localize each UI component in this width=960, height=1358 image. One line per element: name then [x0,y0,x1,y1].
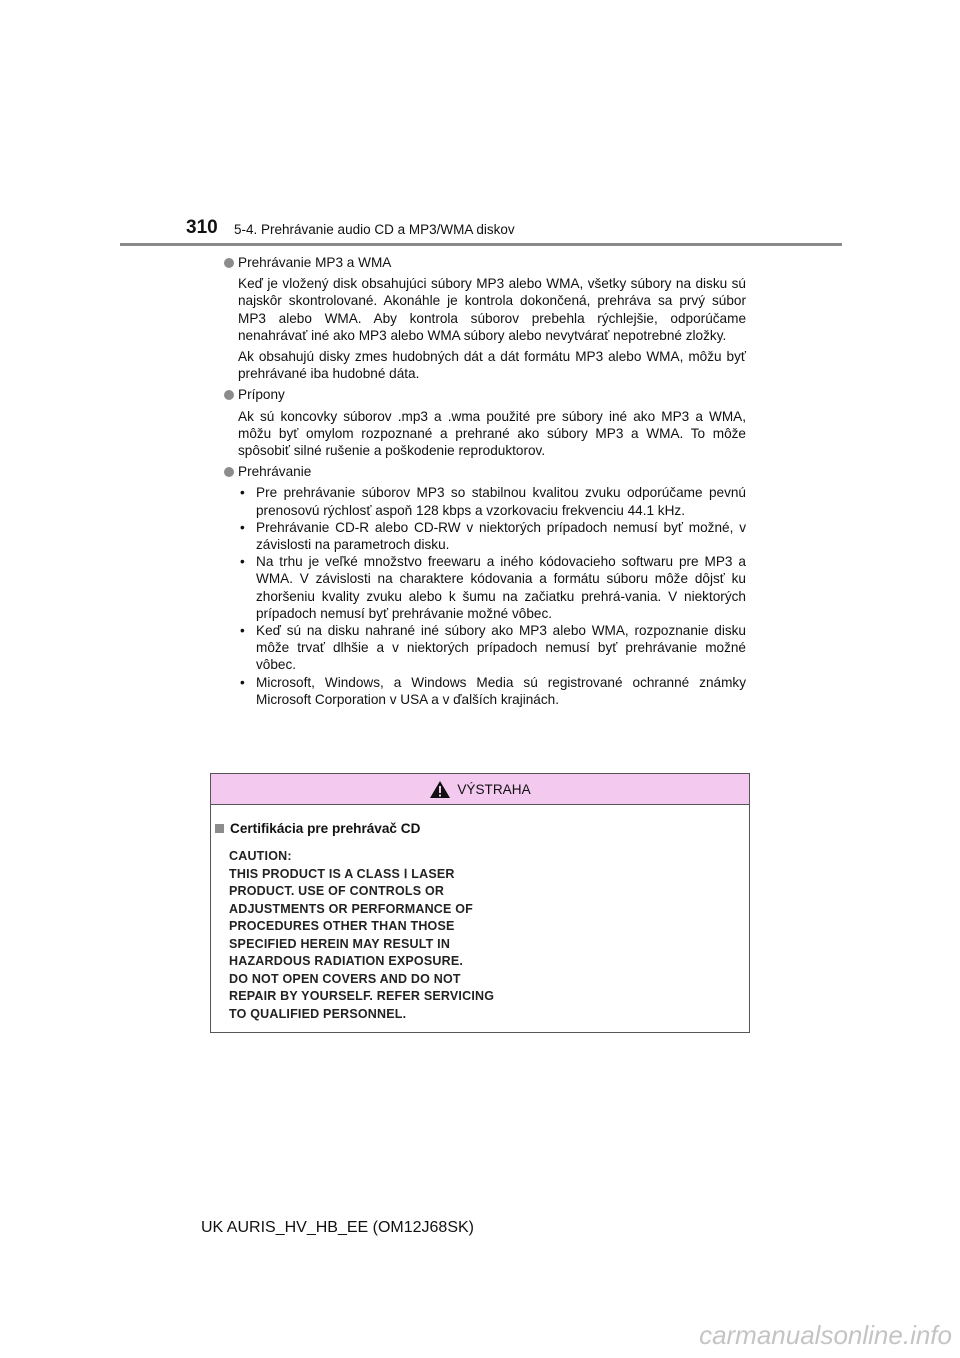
section-heading [224,463,746,480]
section-heading-label: Prípony [238,387,285,403]
model-code: UK AURIS_HV_HB_EE (OM12J68SK) [201,1219,474,1236]
caution-line: SPECIFIED HEREIN MAY RESULT IN [229,936,451,951]
paragraph: Ak obsahujú disky zmes hudobných dát a dát formátu MP3 alebo WMA, môžu byť prehrávané iba hudobné dáta. [238,349,746,382]
square-bullet-icon [215,824,224,833]
section-heading-label: Prehrávanie [238,464,312,480]
bullet-dot-icon [224,258,234,268]
warning-title: VÝSTRAHA [457,781,531,797]
list-item: • Keď sú na disku nahrané iné súbory ako MP3 alebo WMA, rozpoznanie disku môže trvať dlhšie a v niektorých prípadoch nemusí byť prehrávanie možné vôbec. [240,623,746,673]
list-item: • Pre prehrávanie súborov MP3 so stabilnou kvalitou zvuku odporúčame pevnú prenosovú rýchlosť aspoň 128 kbps a vzorkovaciu frekvenciu 44.1 kHz. [240,485,746,518]
section-title: 5-4. Prehrávanie audio CD a MP3/WMA diskov [234,222,515,237]
caution-line: THIS PRODUCT IS A CLASS Ⅰ LASER [229,866,455,881]
warning-triangle-icon [429,780,451,799]
caution-line: HAZARDOUS RADIATION EXPOSURE. [229,954,464,968]
main-content [224,254,746,708]
list-item: • Microsoft, Windows, a Windows Media sú registrované ochranné známky Microsoft Corporation v USA a v ďalších krajinách. [240,674,746,707]
list-item: • Na trhu je veľké množstvo freewaru a iného kódovacieho softwaru pre MP3 a WMA. V závislosti na charaktere kódovania a formátu súboru môže dôjsť ku zhoršeniu kvality zvuku alebo k šumu na začiatku prehrá-vania. V niektorých prípadoch nemusí byť prehrávanie možné vôbec. [240,554,746,621]
page-number: 310 [186,217,218,238]
paragraph: Keď je vložený disk obsahujúci súbory MP3 alebo WMA, všetky súbory na disku sú najskôr skontrolované. Akonáhle je kontrola dokončená, prehráva sa prvý súbor MP3 alebo WMA. Aby kontrola súborov prebehla rýchlejšie, odporúčame nenahrávať iné ako MP3 alebo WMA súbory alebo nevytvárať nepotrebné zložky. [238,276,746,343]
caution-line: CAUTION: [229,849,292,863]
caution-line: DO NOT OPEN COVERS AND DO NOT [229,971,461,986]
warning-header [211,774,749,805]
warning-subheading-label: Certifikácia pre prehrávač CD [230,821,421,836]
bullet-dot-icon [224,467,234,477]
section-heading [224,386,746,403]
caution-line: PRODUCT. USE OF CONTROLS OR [229,884,445,898]
warning-box [210,773,750,1033]
section-heading [224,254,746,271]
list-item: • Prehrávanie CD-R alebo CD-RW v niektorých prípadoch nemusí byť možné, v závislosti na parametroch disku. [240,519,746,553]
caution-label [229,848,559,1023]
bullet-dot-icon [224,390,234,400]
caution-line: REPAIR BY YOURSELF. REFER SERVICING [229,989,495,1003]
caution-line: TO QUALIFIED PERSONNEL. [229,1006,407,1021]
caution-line: PROCEDURES OTHER THAN THOSE [229,919,455,933]
header-divider [120,243,842,246]
paragraph: Ak sú koncovky súborov .mp3 a .wma použité pre súbory iné ako MP3 a WMA, môžu byť omylom rozpoznané a prehrané ako súbory MP3 a WMA. To môže spôsobiť silné rušenie a poškodenie reproduktorov. [238,408,746,459]
watermark: carmanualsonline.info [699,1320,952,1350]
warning-subheading [215,821,749,836]
caution-line: ADJUSTMENTS OR PERFORMANCE OF [229,901,474,916]
bullet-list [238,484,746,708]
section-heading-label: Prehrávanie MP3 a WMA [238,255,392,270]
